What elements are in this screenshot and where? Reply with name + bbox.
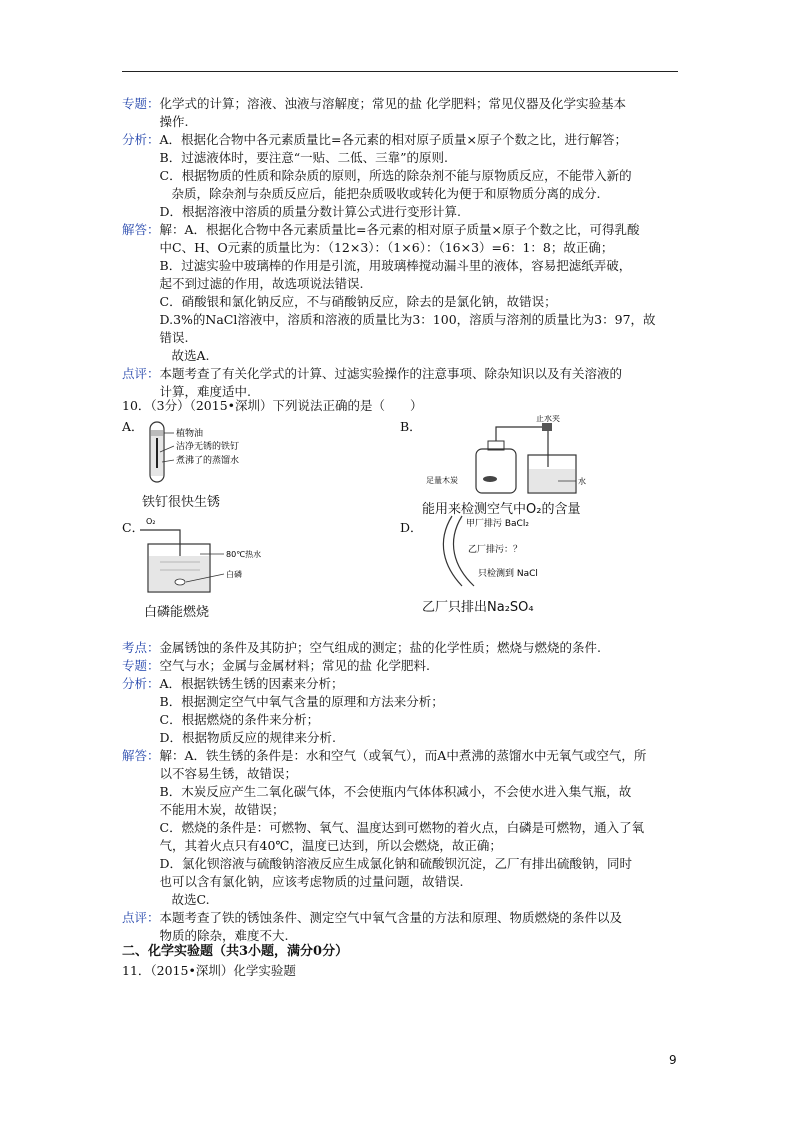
jieda-line: 中C、H、O元素的质量比为：（12×3）：（1×6）：（16×3）=6：1：8；故正确；: [159, 240, 614, 255]
river-icon: [443, 516, 462, 586]
jieda-line: 故选A.: [171, 348, 210, 363]
o2-label: O₂: [146, 517, 156, 526]
option-a-caption: 铁钉很快生锈: [142, 495, 221, 510]
oil-label: 植物油: [176, 429, 204, 439]
hotwater-label: 80℃热水: [226, 550, 262, 559]
section-heading: 二、化学实验题（共3小题，满分0分）: [122, 944, 349, 959]
detected-label: 只检测到 NaCl: [478, 569, 538, 579]
option-d-figure: [418, 512, 588, 592]
charcoal-label: 足量木炭: [426, 476, 458, 485]
dianping-line: 本题考查了铁的锈蚀条件、测定空气中氧气含量的方法和原理、物质燃烧的条件以及: [159, 910, 623, 925]
option-d-letter: D．: [400, 520, 423, 535]
header-rule: [122, 71, 678, 72]
charcoal-icon: [483, 476, 497, 482]
zhuanti-label: 专题：: [122, 96, 160, 111]
option-a-figure: [140, 418, 275, 490]
dianping-label: 点评：: [122, 366, 160, 381]
jieda-line: 以不容易生锈，故错误；: [159, 766, 298, 781]
top-analysis-block: [122, 95, 682, 401]
jieda-line: C．硝酸银和氯化钠反应，不与硝酸钠反应，除去的是氯化钠，故错误；: [159, 294, 557, 309]
kaodian-row: [122, 639, 682, 657]
fenxi-label: 分析：: [122, 132, 160, 147]
jieda-line: 故选C.: [171, 892, 210, 907]
jieda-line: 起不到过滤的作用，故选项说法错误.: [159, 276, 364, 291]
jieda-line: D.3%的NaCl溶液中，溶质和溶液的质量比为3：100，溶质与溶剂的质量比为3：97，故: [159, 312, 656, 327]
jieda-line: C．燃烧的条件是：可燃物、氧气、温度达到可燃物的着火点，白磷是可燃物，通入了氧: [159, 820, 645, 835]
factory-b-label: 乙厂排污：？: [468, 545, 523, 555]
option-b-caption: 能用来检测空气中O₂的含量: [422, 502, 581, 517]
fenxi-label: 分析：: [122, 676, 160, 691]
kaodian-label: 考点：: [122, 640, 160, 655]
option-b-figure: [418, 415, 598, 497]
option-b-letter: B．: [400, 419, 422, 434]
fenxi-line: D．根据溶液中溶质的质量分数计算公式进行变形计算.: [159, 204, 462, 219]
jieda-line: B．木炭反应产生二氧化碳气体，不会使瓶内气体体积减小，不会使水进入集气瓶，故: [159, 784, 632, 799]
jieda-label: 解答：: [122, 222, 160, 237]
jieda-line: 不能用木炭，故错误；: [159, 802, 285, 817]
nail-label: 洁净无锈的铁钉: [176, 442, 240, 452]
option-d-caption: 乙厂只排出Na₂SO₄: [422, 600, 534, 615]
water-label: 煮沸了的蒸馏水: [176, 456, 240, 466]
jieda-line: 气，其着火点只有40℃，温度已达到，所以会燃烧，故正确；: [159, 838, 502, 853]
dianping-label: 点评：: [122, 910, 160, 925]
jieda-line: 解：A．根据化合物中各元素质量比=各元素的相对原子质量×原子个数之比，可得乳酸: [159, 222, 640, 237]
option-c-figure: [140, 514, 270, 596]
gas-bottle-icon: [476, 449, 516, 493]
zhuanti-row: [122, 95, 682, 131]
zhuanti-line: 化学式的计算；溶液、浊液与溶解度；常见的盐 化学肥料；常见仪器及化学实验基本: [159, 96, 626, 111]
fenxi-line: C．根据物质的性质和除杂质的原则，所选的除杂剂不能与原物质反应，不能带入新的: [159, 168, 632, 183]
fenxi-line: 杂质，除杂剂与杂质反应后，能把杂质吸收或转化为便于和原物质分离的成分.: [171, 186, 601, 201]
dianping-line: 本题考查了有关化学式的计算、过滤实验操作的注意事项、除杂知识以及有关溶液的: [159, 366, 623, 381]
jieda-line: 错误.: [159, 330, 189, 345]
phosphorus-label: 白磷: [226, 570, 242, 579]
dianping-line: 计算，难度适中.: [159, 384, 251, 399]
fenxi-line: C．根据燃烧的条件来分析；: [159, 712, 320, 727]
kaodian-line: 金属锈蚀的条件及其防护；空气组成的测定；盐的化学性质；燃烧与燃烧的条件.: [159, 640, 601, 655]
fenxi-row: [122, 131, 682, 221]
jieda-row: [122, 221, 682, 365]
page-number: 9: [669, 1053, 677, 1067]
factory-a-label: 甲厂排污 BaCl₂: [466, 519, 529, 529]
fenxi-line: A．根据化合物中各元素质量比=各元素的相对原子质量×原子个数之比，进行解答；: [159, 132, 627, 147]
oil-layer: [151, 430, 163, 436]
water-label-b: 水: [578, 477, 586, 486]
option-a-letter: A．: [122, 419, 144, 434]
zhuanti-row: [122, 657, 682, 675]
option-c-caption: 白磷能燃烧: [144, 605, 210, 620]
dianping-row: [122, 365, 682, 401]
jieda-line: B．过滤实验中玻璃棒的作用是引流，用玻璃棒搅动漏斗里的液体，容易把滤纸弄破，: [159, 258, 632, 273]
q10-stem: 10．（3分）（2015•深圳）下列说法正确的是（ ）: [122, 398, 423, 413]
fenxi-line: A．根据铁锈生锈的因素来分析；: [159, 676, 344, 691]
clamp-icon: [542, 423, 552, 431]
jieda-row: [122, 747, 682, 909]
jieda-line: 也可以含有氯化钠，应该考虑物质的过量问题，故错误.: [159, 874, 464, 889]
zhuanti-label: 专题：: [122, 658, 160, 673]
fenxi-row: [122, 675, 682, 747]
option-c-letter: C．: [122, 520, 145, 535]
fenxi-line: D．根据物质反应的规律来分析.: [159, 730, 337, 745]
clamp-label: 止水夹: [536, 415, 560, 423]
q11-stem: 11．（2015•深圳）化学实验题: [122, 963, 296, 978]
zhuanti-line: 空气与水；金属与金属材料；常见的盐 化学肥料.: [159, 658, 430, 673]
jieda-label: 解答：: [122, 748, 160, 763]
jieda-line: D．氯化钡溶液与硫酸钠溶液反应生成氯化钠和硫酸钡沉淀，乙厂有排出硫酸钠，同时: [159, 856, 633, 871]
fenxi-line: B．根据测定空气中氧气含量的原理和方法来分析；: [159, 694, 444, 709]
bottom-analysis-block: [122, 639, 682, 945]
jieda-line: 解：A．铁生锈的条件是：水和空气（或氧气），而A中煮沸的蒸馏水中无氧气或空气，所: [159, 748, 647, 763]
zhuanti-line: 操作.: [159, 114, 189, 129]
phosphorus-icon: [175, 579, 185, 585]
fenxi-line: B．过滤液体时，要注意“一贴、二低、三靠”的原则.: [159, 150, 448, 165]
dianping-line: 物质的除杂，难度不大.: [159, 928, 289, 943]
